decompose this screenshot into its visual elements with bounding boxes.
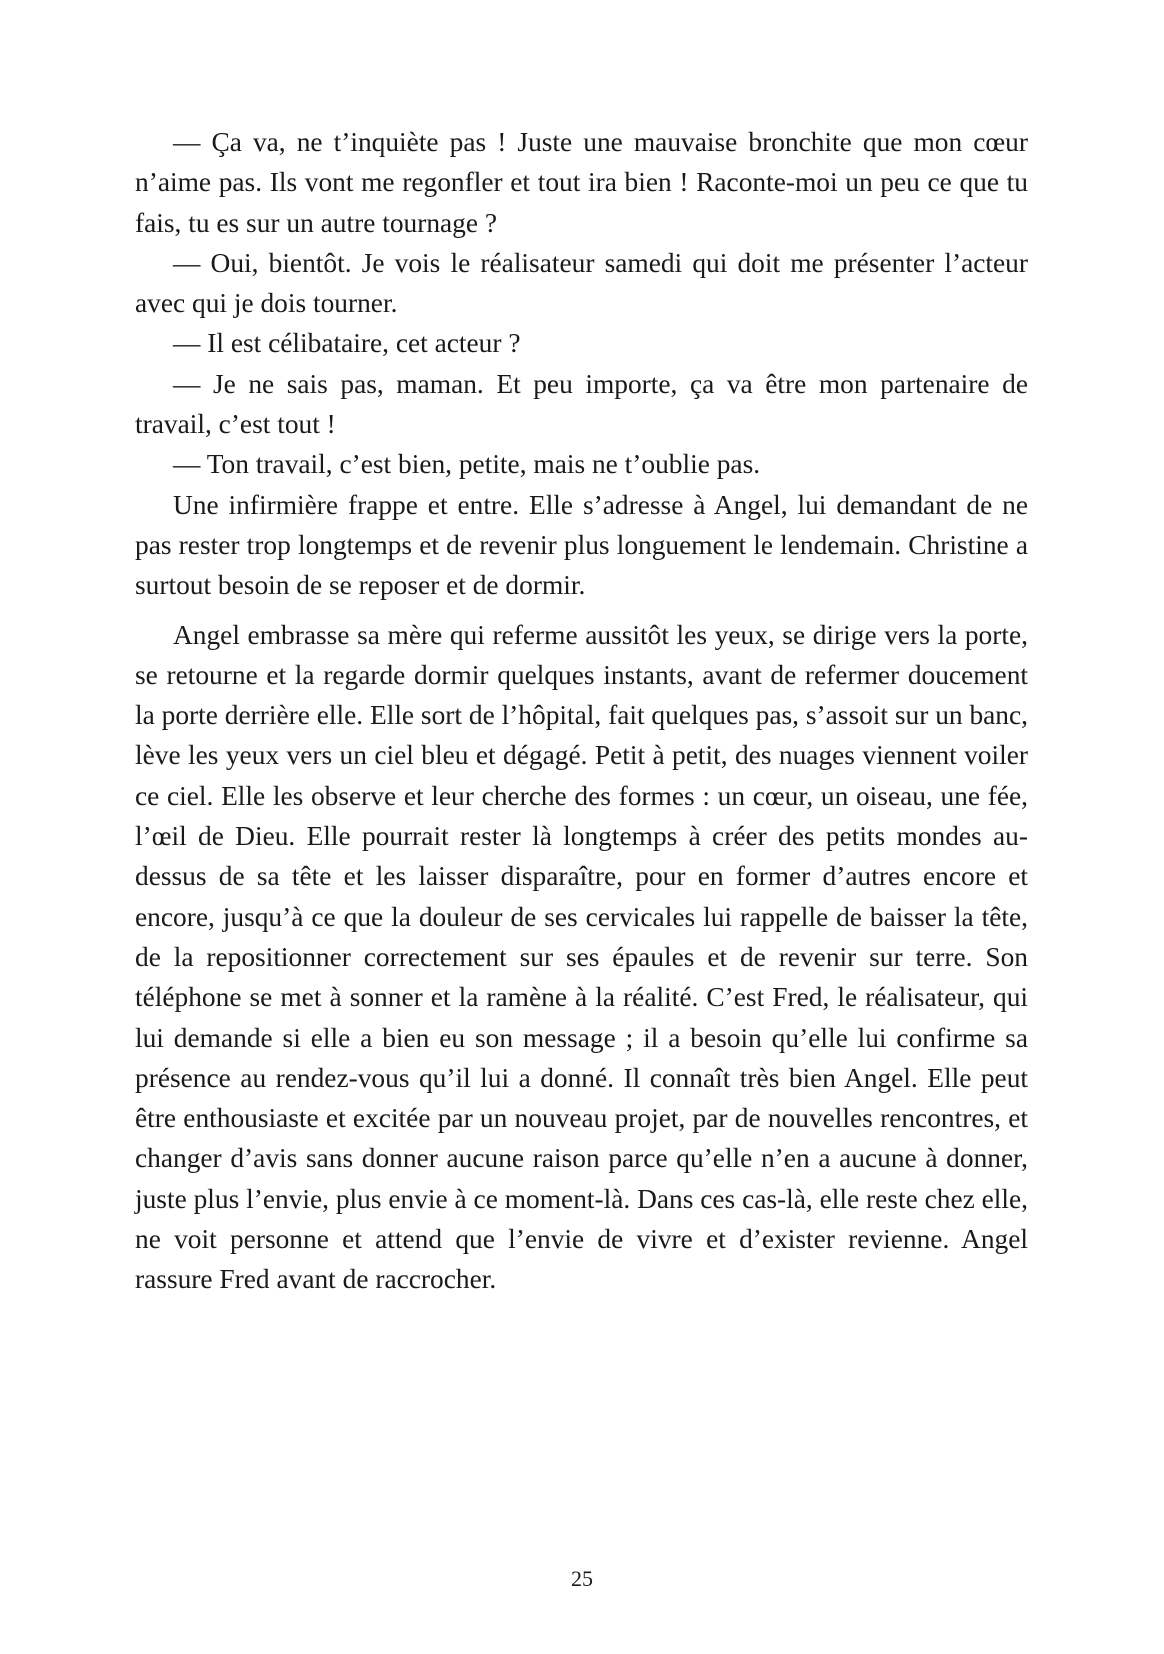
- dialogue-paragraph: — Je ne sais pas, maman. Et peu importe, ça va être mon partenaire de travail, c’est tout !: [135, 368, 1028, 440]
- dialogue-paragraph: — Il est célibataire, cet acteur ?: [173, 328, 521, 359]
- body-text: [135, 122, 1028, 1300]
- page-number: 25: [571, 1566, 593, 1591]
- narrative-paragraph: Angel embrasse sa mère qui referme aussitôt les yeux, se dirige vers la porte, se retourne et la regarde dormir quelques instants, avant de refermer doucement la porte derrière elle. Elle sort de l’hôpital, fait quelques pas, s’assoit sur un banc, lève les yeux vers un ciel bleu et dégagé. Petit à petit, des nuages viennent voiler ce ciel. Elle les observe et leur cherche des formes : un cœur, un oiseau, une fée, l’œil de Dieu. Elle pourrait rester là longtemps à créer des petits mondes au-dessus de sa tête et les laisser disparaître, pour en former d’autres encore et encore, jusqu’à ce que la douleur de ses cervicales lui rappelle de baisser la tête, de la repositionner correctement sur ses épaules et de revenir sur terre. Son téléphone se met à sonner et la ramène à la réalité. C’est Fred, le réalisateur, qui lui demande si elle a bien eu son message ; il a besoin qu’elle lui confirme sa présence au rendez-vous qu’il lui a donné. Il connaît très bien Angel. Elle peut être enthousiaste et excitée par un nouveau projet, par de nouvelles rencontres, et changer d’avis sans donner aucune raison parce qu’elle n’en a aucune à donner, juste plus l’envie, plus envie à ce moment-là. Dans ces cas-là, elle reste chez elle, ne voit personne et attend que l’envie de vivre et d’exister revienne. Angel rassure Fred avant de raccrocher.: [135, 619, 1028, 1295]
- dialogue-paragraph: — Oui, bientôt. Je vois le réalisateur samedi qui doit me présenter l’acteur avec qui je dois tourner.: [135, 247, 1028, 319]
- dialogue-paragraph: — Ça va, ne t’inquiète pas ! Juste une mauvaise bronchite que mon cœur n’aime pas. Ils vont me regonfler et tout ira bien ! Raconte-moi un peu ce que tu fais, tu es sur un autre tournage ?: [135, 127, 1028, 238]
- dialogue-paragraph: — Ton travail, c’est bien, petite, mais ne t’oublie pas.: [173, 449, 761, 480]
- narrative-paragraph: Une infirmière frappe et entre. Elle s’adresse à Angel, lui demandant de ne pas rester trop longtemps et de revenir plus longuement le lendemain. Christine a surtout besoin de se reposer et de dormir.: [135, 489, 1028, 601]
